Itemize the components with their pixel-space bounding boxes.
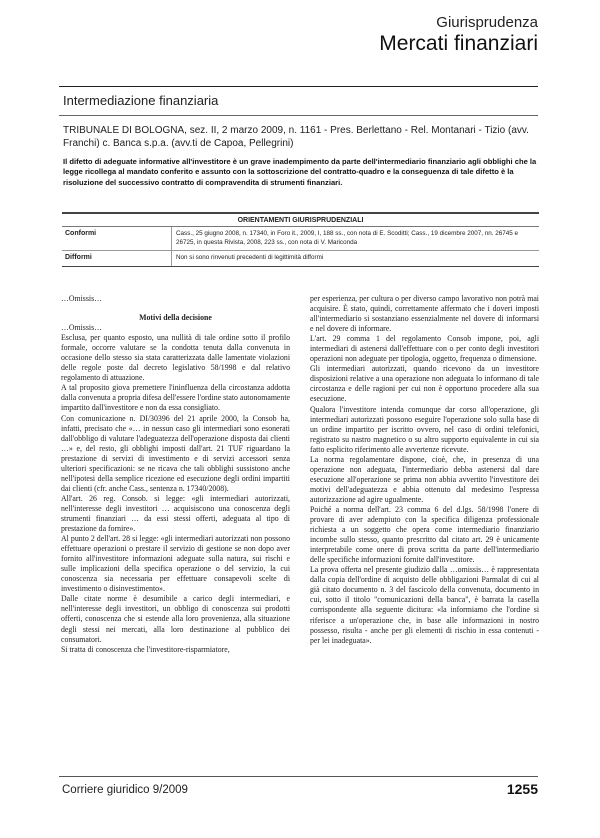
orientamenti-table: [62, 212, 539, 267]
paragraph: Con comunicazione n. DI/30396 del 21 aprile 2000, la Consob ha, infatti, precisato che «… in nessun caso gli intermediari sono esonerati dall'obbligo di valutare l'adeguatezza dell'operazione disposta dai clienti …» e, del resto, gli obblighi imposti dall'art. 21 TUF riguardano la prestazione di servizi di investimento e di servizi accessori senza ulteriori specificazioni: se ne ricava che tali obblighi sussistono anche nell'ipotesi della semplice ricezione ed esecuzione degli ordini impartiti dai clienti (cfr. anche Cass., sentenza n. 17340/2008).: [61, 413, 290, 493]
paragraph: Dalle citate norme è desumibile a carico degli intermediari, e nell'interesse degli investitori, un obbligo di conoscenza sui prodotti offerti, conoscenza che si estende alla loro provenienza, alla situazione degli stessi nei mercati, alla loro destinazione al pubblico dei consumatori.: [61, 594, 290, 644]
paragraph: per esperienza, per cultura o per diverso campo lavorativo non potrà mai acquisire. È stato, quindi, correttamente affermato che i doveri imposti all'intermediario si sostanziano essenzialmente nel dovere di informarsi e nel dovere di informare.: [310, 294, 539, 334]
header-kicker: Giurisprudenza: [436, 14, 538, 31]
page-number: 1255: [506, 781, 538, 797]
paragraph: Gli intermediari autorizzati, quando ricevono da un investitore disposizioni relative a una operazione non adeguata lo informano di tale circostanza e delle ragioni per cui non è opportuno procedere alla sua esecuzione.: [310, 364, 539, 404]
paragraph: Poiché a norma dell'art. 23 comma 6 del d.lgs. 58/1998 l'onere di provare di aver adempiuto con la specifica diligenza professionale richiesta a un soggetto che opera come intermediario finanziario incombe sullo stesso, quanto prescritto dal citato art. 29 è unicamente interpretabile come onere di prova scritta da parte dell'intermediario delle specifiche informazioni fornite dall'investitore.: [310, 504, 539, 565]
paragraph: La norma regolamentare dispone, cioè, che, in presenza di una operazione non adeguata, l'intermediario debba astenersi dal dare esecuzione all'operazione se prima non abbia avvertito l'investitore dei motivi dell'adeguatezza e abbia ottenuto dal medesimo l'espressa autorizzazione ad agire ugualmente.: [310, 454, 539, 504]
section-divider: [59, 115, 538, 116]
orientamenti-text: Non si sono rinvenuti precedenti di legittimità difformi: [176, 254, 324, 262]
court-citation: TRIBUNALE DI BOLOGNA, sez. II, 2 marzo 2009, n. 1161 - Pres. Berlettano - Rel. Montanari - Tizio (avv. Franchi) c. Banca s.p.a. (avv.ti de Capoa, Pellegrini): [63, 125, 529, 149]
orientamenti-label: Conformi: [62, 227, 172, 250]
case-summary: Il difetto di adeguate informative all'investitore è un grave inadempimento da parte dell'intermediario finanziario agli obblighi che la legge ricollega al mandato conferito e assunto con la sottoscrizione del contratto-quadro e la conseguenza di tale difetto è la risoluzione del successivo contratto di compravendita di strumenti finanziari.: [63, 157, 537, 187]
orientamenti-row: [62, 227, 539, 251]
footer-divider: [59, 776, 538, 777]
paragraph: All'art. 26 reg. Consob. si legge: «gli intermediari autorizzati, nell'interesse degli investitori … acquisiscono una conoscenza degli strumenti finanziari … da essi stessi offerti, adeguata al tipo di prestazione da fornire».: [61, 493, 290, 534]
orientamenti-text: Cass., 25 giugno 2008, n. 17340, in Foro it., 2009, I, 188 ss., con nota di E. Scoditti; Cass., 19 dicembre 2007, nn. 26745 e 26725, in questa Rivista, 2008, 223 ss., con nota di V. Mariconda: [176, 230, 518, 246]
decision-heading: Motivi della decisione: [139, 313, 212, 323]
orientamenti-label: Difformi: [62, 251, 172, 266]
paragraph: L'art. 29 comma 1 del regolamento Consob impone, poi, agli intermediari di astenersi dall'effettuare con o per conto degli investitori operazioni non adeguate per tipologia, oggetto, frequenza o dimensione.: [310, 334, 539, 364]
paragraph: La prova offerta nel presente giudizio dalla …omissis… è rappresentata dalla copia dell'ordine di acquisto delle obbligazioni Parmalat di cui al già citato documento n. 3 del fascicolo della convenuta, documento in cui, sotto il titolo "comunicazioni della banca", è barrata la casella corrispondente alla seguente dicitura: «la informiamo che l'ordine si riferisce a un'operazione che, in base alle informazioni in nostro possesso, risulta - anche per gli elementi di rischio in essa contenuti - per lei inadeguata».: [310, 565, 539, 645]
paragraph: Qualora l'investitore intenda comunque dar corso all'operazione, gli intermediari autorizzati possono eseguire l'operazione solo sulla base di un ordine impartito per iscritto ovvero, nel caso di ordini telefonici, registrato su nastro magnetico o su altro supporto equivalente in cui sia fatto esplicito riferimento alle avvertenze ricevute.: [310, 404, 539, 454]
paragraph: Esclusa, per quanto esposto, una nullità di tale ordine sotto il profilo formale, occorre valutare se la condotta tenuta dalla convenuta in occasione dello stesso sia stata caratterizzata dalle lamentate violazioni delle regole poste dal decreto legislativo 58/1998 e dal relativo regolamento di attuazione.: [61, 333, 290, 383]
text-column-right: [310, 294, 539, 646]
paragraph: Al punto 2 dell'art. 28 si legge: «gli intermediari autorizzati non possono effettuare operazioni o prestare il servizio di gestione se non dopo aver fornito all'investitore informazioni adeguate sulla natura, sui rischi e sulle implicazioni della specifica operazione o del servizio, la cui conoscenza sia necessaria per effettuare consapevoli scelte di investimento o disinvestimento».: [61, 534, 290, 594]
page-header: [379, 14, 538, 56]
header-title: Mercati finanziari: [379, 32, 538, 55]
paragraph: Si tratta di conoscenza che l'investitore-risparmiatore,: [61, 644, 230, 654]
section-title: Intermediazione finanziaria: [63, 93, 219, 108]
paragraph: A tal proposito giova premettere l'ininfluenza della circostanza addotta dalla convenuta a propria difesa dell'essere l'ordine stato autonomamente impartito dall'investitore e non da essa consigliato.: [61, 383, 290, 413]
text-column-left: [61, 294, 290, 655]
omissis: …Omissis…: [61, 294, 102, 303]
header-divider: [59, 86, 538, 87]
orientamenti-title: ORIENTAMENTI GIURISPRUDENZIALI: [62, 214, 539, 227]
omissis: …Omissis…: [61, 323, 102, 333]
journal-name: Corriere giuridico 9/2009: [62, 784, 188, 796]
orientamenti-row: [62, 251, 539, 266]
